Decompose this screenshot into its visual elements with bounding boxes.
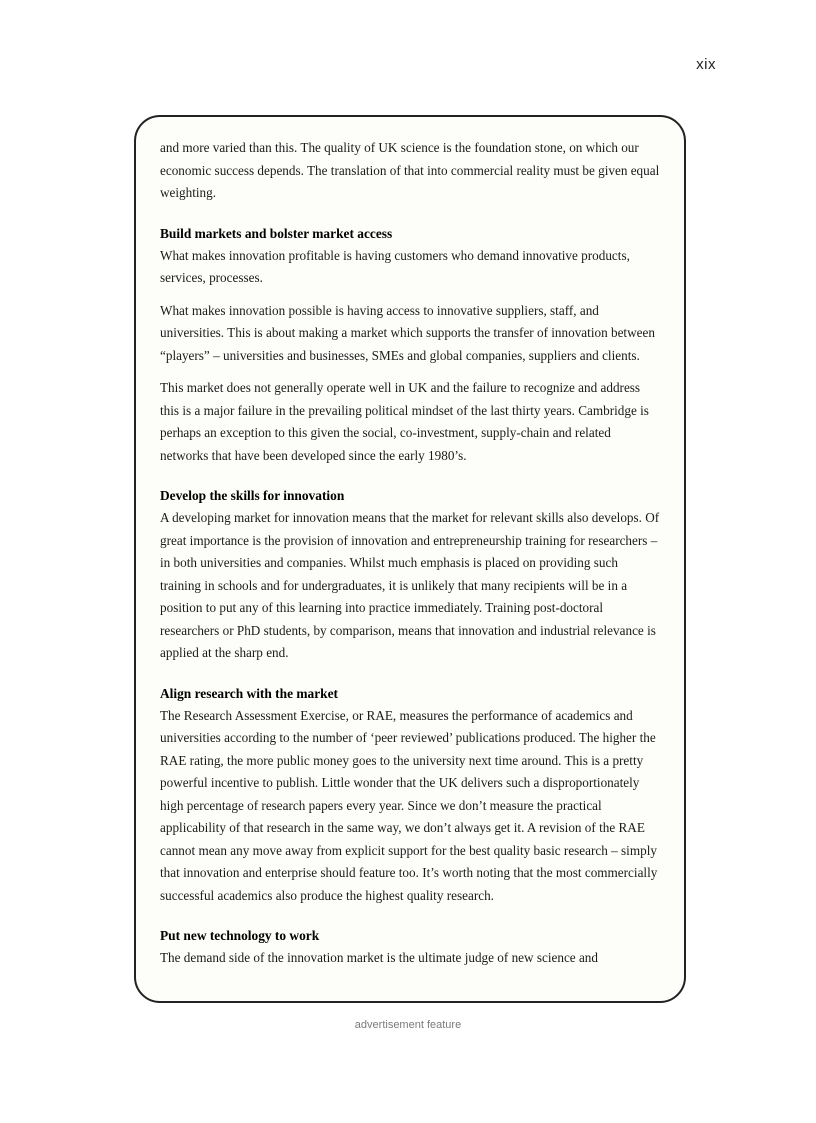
article-panel [134, 115, 686, 1003]
section-heading-markets: Build markets and bolster market access [160, 225, 393, 241]
section-heading-research: Align research with the market [160, 685, 339, 701]
section-paragraph: The Research Assessment Exercise, or RAE, measures the performance of academics and universities according to the number of ‘peer reviewed’ publications produced. The higher the RAE rating, the more public money goes to the university next time around. This is a pretty powerful incentive to publish. Little wonder that the UK delivers such a disproportionately high percentage of research papers every year. Since we don’t measure the practical applicability of that research in the same way, we don’t always get it. A revision of the RAE cannot mean any move away from explicit support for the best quality basic research – simply that innovation and enterprise should feature too. It’s worth noting that the most commercially successful academics also produce the highest quality research. [160, 707, 658, 903]
section-heading-technology: Put new technology to work [160, 928, 320, 943]
section-paragraph: A developing market for innovation means that the market for relevant skills also develops. Of great importance is the provision of innovation and entrepreneurship training for researchers – in both universities and companies. Whilst much emphasis is placed on providing such training in schools and for undergraduates, it is unlikely that many recipients will be in a position to put any of this learning into practice immediately. Training post-doctoral researchers or PhD students, by comparison, means that innovation and industrial relevance is applied at the sharp end. [160, 510, 660, 660]
section-paragraph: This market does not generally operate well in UK and the failure to recognize and address this is a major failure in the prevailing political mindset of the last thirty years. Cambridge is perhaps an exception to this given the social, co-investment, supply-chain and related networks that have been developed since the early 1980’s. [160, 380, 649, 463]
section-heading-skills: Develop the skills for innovation [160, 488, 345, 503]
page-number: xix [696, 56, 716, 73]
advertisement-feature-label: advertisement feature [354, 1019, 462, 1031]
section-paragraph: The demand side of the innovation market is the ultimate judge of new science and [160, 950, 598, 965]
section-paragraph: What makes innovation possible is having access to innovative suppliers, staff, and universities. This is about making a market which supports the transfer of innovation between “players” – universities and businesses, SMEs and global companies, suppliers and clients. [160, 302, 655, 363]
section-paragraph: What makes innovation profitable is having customers who demand innovative products, services, processes. [160, 247, 630, 285]
intro-paragraph: and more varied than this. The quality of UK science is the foundation stone, on which our economic success depends. The translation of that into commercial reality must be given equal weighting. [160, 140, 660, 200]
